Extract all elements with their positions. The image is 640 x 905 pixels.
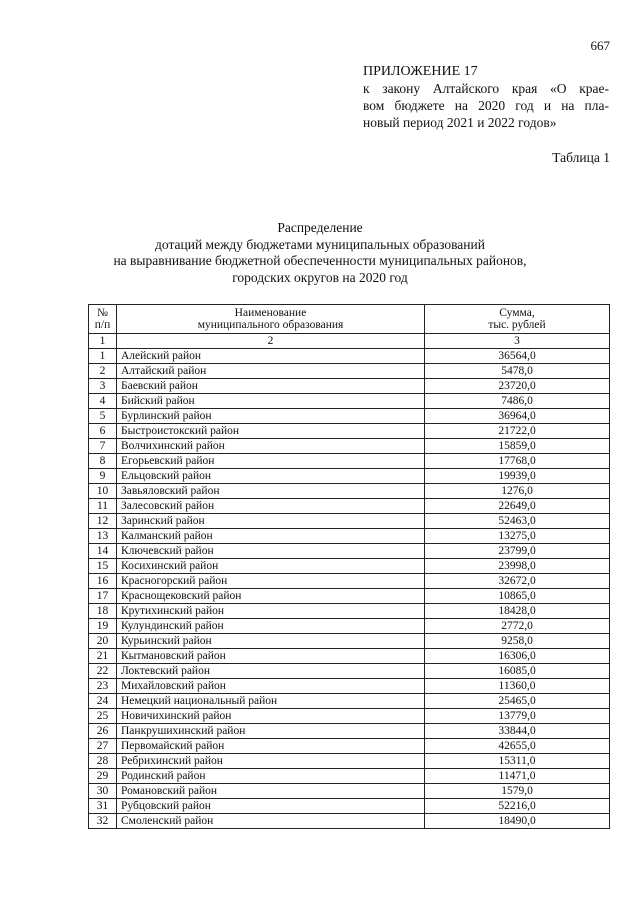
municipality-name: Алтайский район <box>117 364 425 379</box>
amount: 11471,0 <box>425 769 610 784</box>
row-number: 28 <box>89 754 117 769</box>
amount: 17768,0 <box>425 454 610 469</box>
table-row <box>89 739 610 754</box>
amount: 23720,0 <box>425 379 610 394</box>
annex-title: ПРИЛОЖЕНИЕ 17 <box>363 64 478 79</box>
table-row <box>89 469 610 484</box>
row-number: 4 <box>89 394 117 409</box>
table-row <box>89 409 610 424</box>
table-header-row <box>89 305 610 334</box>
amount: 23799,0 <box>425 544 610 559</box>
municipality-name: Быстроистокский район <box>117 424 425 439</box>
amount: 9258,0 <box>425 634 610 649</box>
column-number: 3 <box>425 334 610 349</box>
table-row <box>89 679 610 694</box>
municipality-name: Ключевский район <box>117 544 425 559</box>
amount: 13779,0 <box>425 709 610 724</box>
table-row <box>89 619 610 634</box>
table-row <box>89 439 610 454</box>
amount: 33844,0 <box>425 724 610 739</box>
row-number: 11 <box>89 499 117 514</box>
municipality-name: Егорьевский район <box>117 454 425 469</box>
row-number: 8 <box>89 454 117 469</box>
municipality-name: Родинский район <box>117 769 425 784</box>
table-row <box>89 394 610 409</box>
amount: 18428,0 <box>425 604 610 619</box>
table-row <box>89 634 610 649</box>
municipality-name: Панкрушихинский район <box>117 724 425 739</box>
table-row <box>89 499 610 514</box>
table-row <box>89 694 610 709</box>
row-number: 24 <box>89 694 117 709</box>
municipality-name: Романовский район <box>117 784 425 799</box>
municipality-name: Алейский район <box>117 349 425 364</box>
municipality-name: Ребрихинский район <box>117 754 425 769</box>
annex-block <box>363 63 609 131</box>
table-row <box>89 664 610 679</box>
municipality-name: Косихинский район <box>117 559 425 574</box>
table-row <box>89 514 610 529</box>
row-number: 10 <box>89 484 117 499</box>
amount: 1579,0 <box>425 784 610 799</box>
header-sum: Сумма, тыс. рублей <box>425 305 610 334</box>
table-row <box>89 814 610 829</box>
row-number: 16 <box>89 574 117 589</box>
amount: 10865,0 <box>425 589 610 604</box>
header-number: № п/п <box>89 305 117 334</box>
row-number: 20 <box>89 634 117 649</box>
row-number: 7 <box>89 439 117 454</box>
amount: 23998,0 <box>425 559 610 574</box>
amount: 42655,0 <box>425 739 610 754</box>
municipality-name: Первомайский район <box>117 739 425 754</box>
row-number: 15 <box>89 559 117 574</box>
amount: 52463,0 <box>425 514 610 529</box>
column-numbers-row <box>89 334 610 349</box>
column-number: 2 <box>117 334 425 349</box>
municipality-name: Калманский район <box>117 529 425 544</box>
page-number: 667 <box>590 38 610 53</box>
row-number: 19 <box>89 619 117 634</box>
municipality-name: Кулундинский район <box>117 619 425 634</box>
amount: 5478,0 <box>425 364 610 379</box>
municipality-name: Бийский район <box>117 394 425 409</box>
heading-line: на выравнивание бюджетной обеспеченности муниципальных районов, <box>113 253 527 268</box>
municipality-name: Завьяловский район <box>117 484 425 499</box>
table-row <box>89 769 610 784</box>
annex-line: к закону Алтайского края «О крае- <box>363 81 609 96</box>
row-number: 12 <box>89 514 117 529</box>
distribution-table <box>88 304 610 829</box>
table-row <box>89 709 610 724</box>
municipality-name: Рубцовский район <box>117 799 425 814</box>
table-row <box>89 349 610 364</box>
row-number: 13 <box>89 529 117 544</box>
table-row <box>89 724 610 739</box>
row-number: 1 <box>89 349 117 364</box>
amount: 15311,0 <box>425 754 610 769</box>
table-row <box>89 604 610 619</box>
row-number: 18 <box>89 604 117 619</box>
municipality-name: Локтевский район <box>117 664 425 679</box>
amount: 13275,0 <box>425 529 610 544</box>
table-row <box>89 799 610 814</box>
row-number: 25 <box>89 709 117 724</box>
municipality-name: Смоленский район <box>117 814 425 829</box>
municipality-name: Новичихинский район <box>117 709 425 724</box>
municipality-name: Ельцовский район <box>117 469 425 484</box>
row-number: 2 <box>89 364 117 379</box>
table-row <box>89 544 610 559</box>
amount: 16306,0 <box>425 649 610 664</box>
row-number: 5 <box>89 409 117 424</box>
municipality-name: Курьинский район <box>117 634 425 649</box>
row-number: 6 <box>89 424 117 439</box>
amount: 36564,0 <box>425 349 610 364</box>
table-row <box>89 364 610 379</box>
amount: 36964,0 <box>425 409 610 424</box>
table-row <box>89 424 610 439</box>
heading-line: Распределение <box>277 220 363 235</box>
table-row <box>89 589 610 604</box>
heading-line: дотаций между бюджетами муниципальных образований <box>155 236 485 252</box>
row-number: 9 <box>89 469 117 484</box>
amount: 25465,0 <box>425 694 610 709</box>
row-number: 32 <box>89 814 117 829</box>
amount: 21722,0 <box>425 424 610 439</box>
amount: 22649,0 <box>425 499 610 514</box>
municipality-name: Волчихинский район <box>117 439 425 454</box>
municipality-name: Залесовский район <box>117 499 425 514</box>
row-number: 22 <box>89 664 117 679</box>
column-number: 1 <box>89 334 117 349</box>
municipality-name: Михайловский район <box>117 679 425 694</box>
amount: 15859,0 <box>425 439 610 454</box>
row-number: 29 <box>89 769 117 784</box>
header-name: Наименование муниципального образования <box>117 305 425 334</box>
municipality-name: Красногорский район <box>117 574 425 589</box>
table-row <box>89 754 610 769</box>
table-row <box>89 559 610 574</box>
municipality-name: Краснощековский район <box>117 589 425 604</box>
table-row <box>89 529 610 544</box>
row-number: 14 <box>89 544 117 559</box>
row-number: 26 <box>89 724 117 739</box>
table-row <box>89 379 610 394</box>
amount: 52216,0 <box>425 799 610 814</box>
amount: 11360,0 <box>425 679 610 694</box>
table-label: Таблица 1 <box>552 150 610 165</box>
table-row <box>89 784 610 799</box>
amount: 18490,0 <box>425 814 610 829</box>
municipality-name: Немецкий национальный район <box>117 694 425 709</box>
row-number: 30 <box>89 784 117 799</box>
row-number: 27 <box>89 739 117 754</box>
heading-line: городских округов на 2020 год <box>232 269 408 285</box>
row-number: 23 <box>89 679 117 694</box>
municipality-name: Бурлинский район <box>117 409 425 424</box>
amount: 1276,0 <box>425 484 610 499</box>
municipality-name: Крутихинский район <box>117 604 425 619</box>
amount: 32672,0 <box>425 574 610 589</box>
row-number: 31 <box>89 799 117 814</box>
amount: 16085,0 <box>425 664 610 679</box>
row-number: 3 <box>89 379 117 394</box>
amount: 19939,0 <box>425 469 610 484</box>
annex-line: новый период 2021 и 2022 годов» <box>363 115 557 130</box>
table-row <box>89 484 610 499</box>
document-heading <box>100 220 540 286</box>
amount: 7486,0 <box>425 394 610 409</box>
amount: 2772,0 <box>425 619 610 634</box>
annex-line: вом бюджете на 2020 год и на пла- <box>363 98 609 113</box>
table-row <box>89 574 610 589</box>
municipality-name: Заринский район <box>117 514 425 529</box>
table-row <box>89 454 610 469</box>
row-number: 21 <box>89 649 117 664</box>
municipality-name: Кытмановский район <box>117 649 425 664</box>
municipality-name: Баевский район <box>117 379 425 394</box>
table-row <box>89 649 610 664</box>
row-number: 17 <box>89 589 117 604</box>
